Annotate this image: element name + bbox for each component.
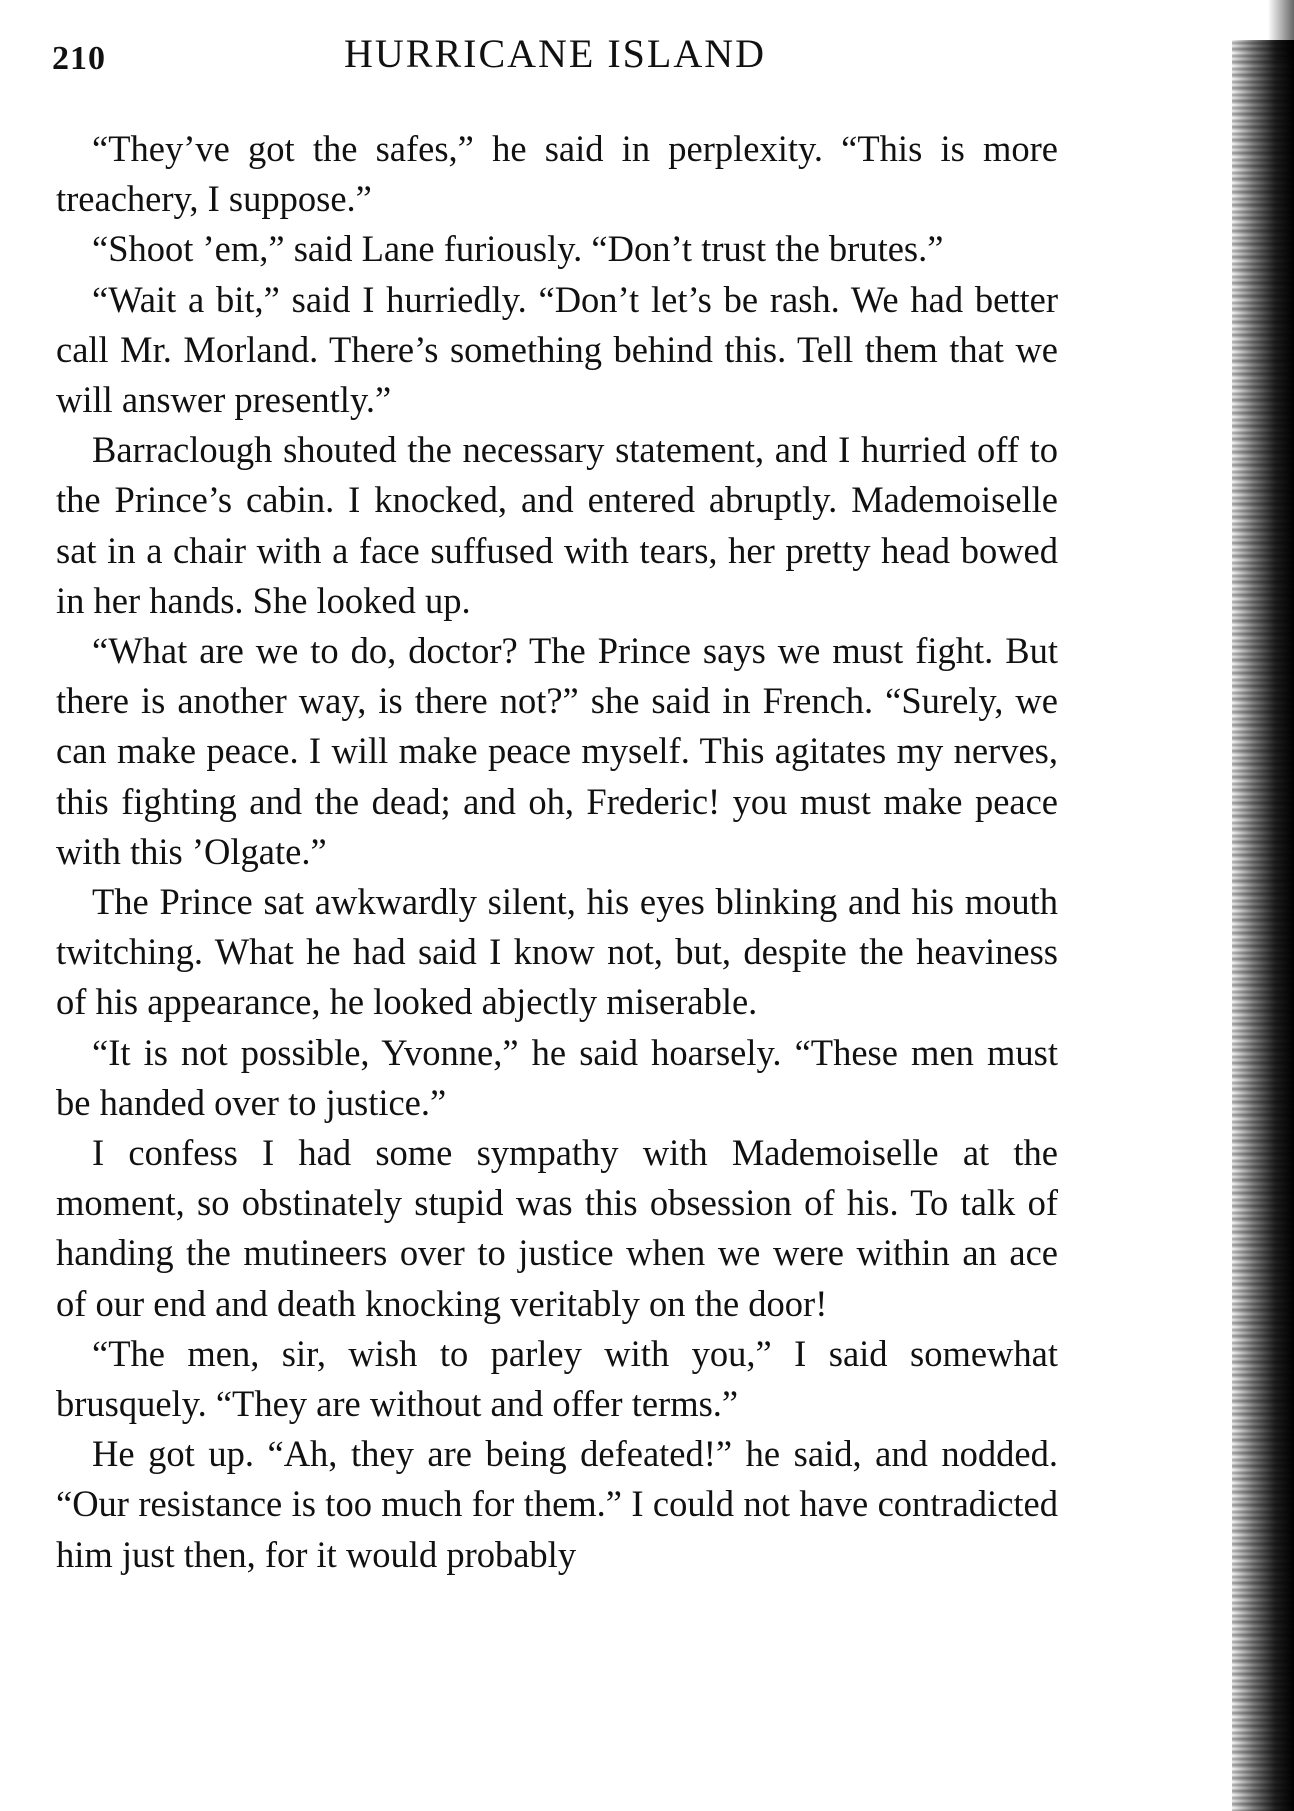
page-header <box>0 30 1100 90</box>
paragraph: “It is not possible, Yvonne,” he said hoarsely. “These men must be handed over to justice.” <box>56 1031 1058 1123</box>
paragraph: Barraclough shouted the necessary statement, and I hurried off to the Prince’s cabin. I knocked, and entered abruptly. Mademoiselle sat in a chair with a face suffused with tears, her pretty head bowed in her hands. She looked up. <box>56 429 1058 621</box>
paragraph: He got up. “Ah, they are being defeated!” he said, and nodded. “Our resistance is too much for them.” I could not have contradicted him just then, for it would probably <box>56 1433 1058 1575</box>
running-title: HURRICANE ISLAND <box>344 31 766 76</box>
paragraph: “The men, sir, wish to parley with you,” I said somewhat brusquely. “They are without and offer terms.” <box>56 1332 1058 1425</box>
paragraph: “Wait a bit,” said I hurriedly. “Don’t let’s be rash. We had better call Mr. Morland. There’s something behind this. Tell them that we will answer presently.” <box>56 278 1058 421</box>
paragraph: The Prince sat awkwardly silent, his eyes blinking and his mouth twitching. What he had said I know not, but, despite the heaviness of his appearance, he looked abjectly miserable. <box>56 881 1058 1023</box>
page-number: 210 <box>52 40 106 77</box>
paragraph: “What are we to do, doctor? The Prince says we must fight. But there is another way, is there not?” she said in French. “Surely, we can make peace. I will make peace myself. This agitates my nerves, this fighting and the dead; and oh, Frederic! you must make peace with this ’Olgate.” <box>56 630 1058 872</box>
paragraph: I confess I had some sympathy with Mademoiselle at the moment, so obstinately stupid was this obsession of his. To talk of handing the mutineers over to justice when we were within an ace of our end and death knocking veritably on the door! <box>56 1132 1058 1324</box>
page-edge-shadow <box>1232 40 1294 1811</box>
body-text <box>56 124 1058 1580</box>
paragraph: “Shoot ’em,” said Lane furiously. “Don’t trust the brutes.” <box>92 228 944 270</box>
paragraph: “They’ve got the safes,” he said in perplexity. “This is more treachery, I suppose.” <box>56 128 1058 220</box>
